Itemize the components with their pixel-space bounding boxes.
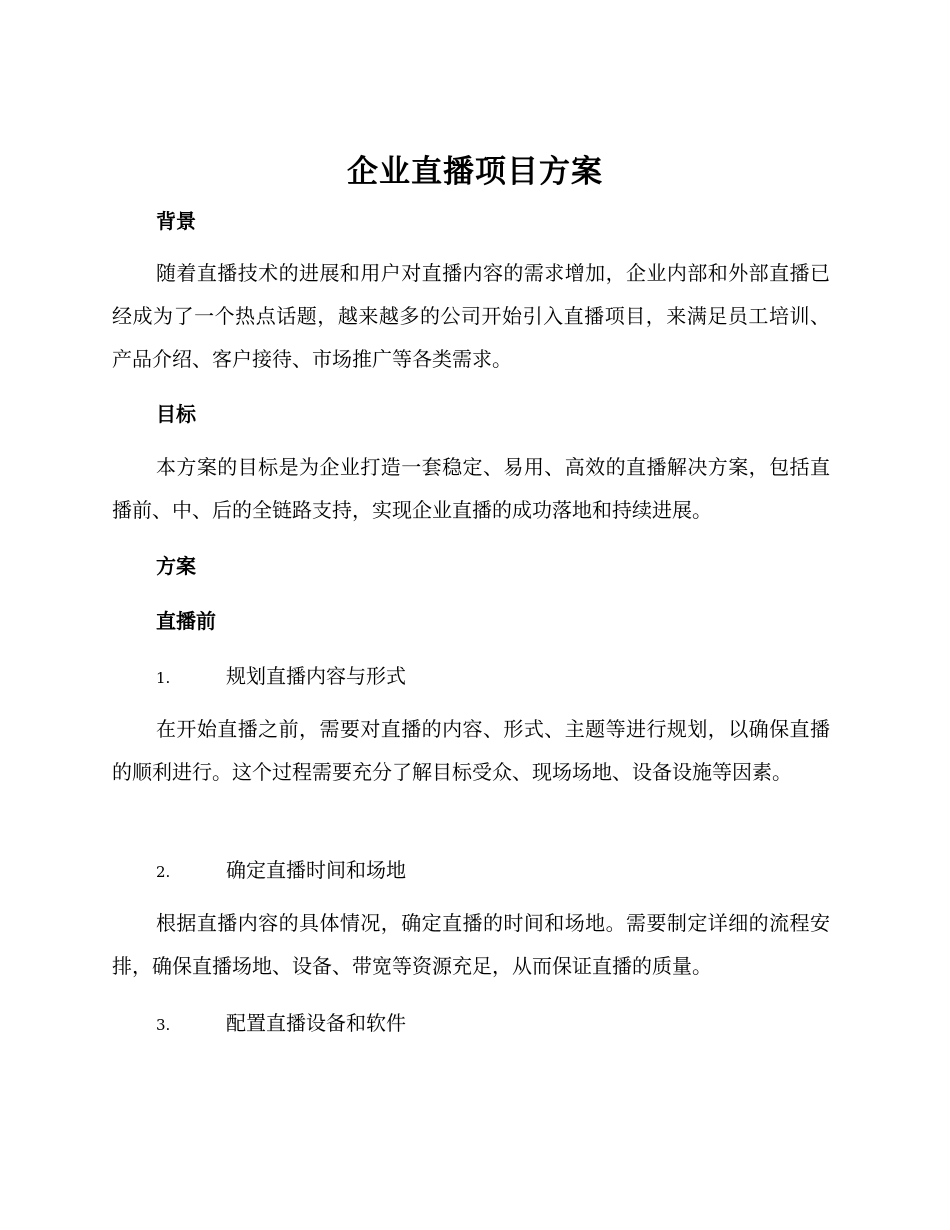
list-item-number: 3. — [156, 1016, 171, 1034]
section-heading-plan: 方案 — [156, 554, 196, 578]
goal-paragraph: 本方案的目标是为企业打造一套稳定、易用、高效的直播解决方案，包括直播前、中、后的全链路支持，实现企业直播的成功落地和持续进展。 — [112, 455, 830, 522]
list-item-title: 配置直播设备和软件 — [226, 1011, 406, 1035]
section-heading-prelive: 直播前 — [156, 609, 216, 633]
list-item-2 — [156, 856, 406, 886]
item-1-paragraph: 在开始直播之前，需要对直播的内容、形式、主题等进行规划，以确保直播的顺利进行。这个过程需要充分了解目标受众、现场场地、设备设施等因素。 — [112, 717, 830, 784]
document-title: 企业直播项目方案 — [347, 154, 603, 190]
list-item-title: 确定直播时间和场地 — [226, 858, 406, 882]
list-item-number: 2. — [156, 863, 171, 881]
section-heading-background: 背景 — [156, 209, 196, 233]
list-item-1 — [156, 662, 406, 692]
list-item-number: 1. — [156, 669, 171, 687]
background-paragraph: 随着直播技术的进展和用户对直播内容的需求增加，企业内部和外部直播已经成为了一个热点话题，越来越多的公司开始引入直播项目，来满足员工培训、产品介绍、客户接待、市场推广等各类需求。 — [112, 261, 830, 371]
list-item-3 — [156, 1009, 406, 1039]
list-item-title: 规划直播内容与形式 — [226, 664, 406, 688]
section-heading-goal: 目标 — [156, 402, 196, 426]
item-2-paragraph: 根据直播内容的具体情况，确定直播的时间和场地。需要制定详细的流程安排，确保直播场地、设备、带宽等资源充足，从而保证直播的质量。 — [112, 911, 830, 978]
